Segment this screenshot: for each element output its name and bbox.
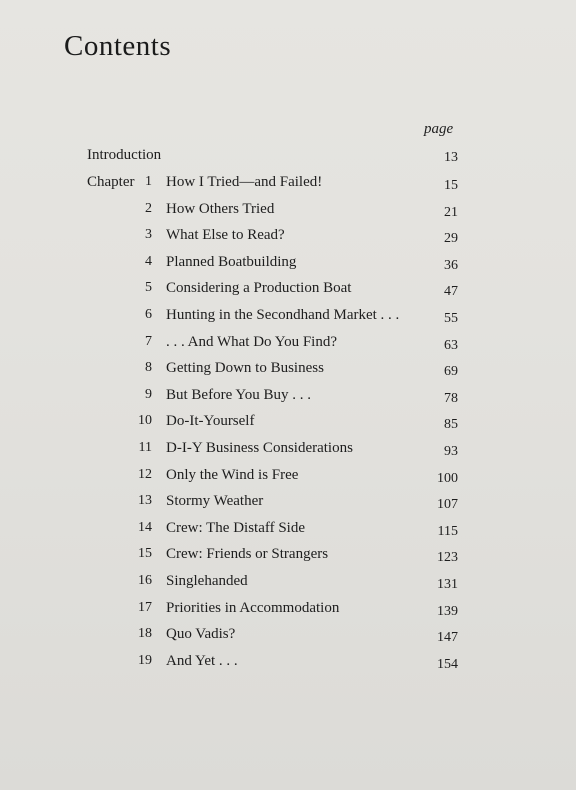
chapter-page: 107 xyxy=(437,497,458,512)
toc-row xyxy=(0,546,576,568)
chapter-page: 123 xyxy=(437,550,458,565)
chapter-title: What Else to Read? xyxy=(166,227,285,243)
toc-row xyxy=(0,520,576,542)
chapter-title: Crew: The Distaff Side xyxy=(166,520,306,536)
toc-row xyxy=(0,573,576,595)
toc-row xyxy=(0,174,576,196)
chapter-title: Do-It-Yourself xyxy=(166,413,255,429)
toc-row xyxy=(0,227,576,249)
introduction-title: Introduction xyxy=(87,147,162,163)
chapter-number: 1 xyxy=(145,174,152,189)
chapter-label: Chapter xyxy=(87,174,135,190)
toc-row xyxy=(0,307,576,329)
chapter-title: Quo Vadis? xyxy=(166,626,236,642)
chapter-number: 8 xyxy=(145,360,152,375)
chapter-page: 15 xyxy=(444,178,458,193)
toc-row xyxy=(0,280,576,302)
toc-row xyxy=(0,440,576,462)
chapter-page: 36 xyxy=(444,258,458,273)
toc-row xyxy=(0,626,576,648)
chapter-title: Priorities in Accommodation xyxy=(166,600,340,616)
chapter-number: 3 xyxy=(145,227,152,242)
chapter-page: 29 xyxy=(444,231,458,246)
toc-row xyxy=(0,493,576,515)
chapter-number: 9 xyxy=(145,387,152,402)
chapter-number: 14 xyxy=(138,520,152,535)
toc-row xyxy=(0,387,576,409)
chapter-number: 4 xyxy=(145,254,152,269)
chapter-title: Getting Down to Business xyxy=(166,360,324,376)
chapter-page: 47 xyxy=(444,284,458,299)
chapter-number: 5 xyxy=(145,280,152,295)
toc-row xyxy=(0,254,576,276)
chapter-number: 10 xyxy=(138,413,152,428)
toc-row xyxy=(0,413,576,435)
chapter-number: 12 xyxy=(138,467,152,482)
chapter-page: 154 xyxy=(437,657,458,672)
chapter-page: 85 xyxy=(444,417,458,432)
chapter-page: 93 xyxy=(444,444,458,459)
chapter-title: Hunting in the Secondhand Market . . . xyxy=(166,307,400,323)
chapter-title: Stormy Weather xyxy=(166,493,264,509)
chapter-title: Considering a Production Boat xyxy=(166,280,352,296)
chapter-number: 13 xyxy=(138,493,152,508)
chapter-number: 6 xyxy=(145,307,152,322)
chapter-title: How Others Tried xyxy=(166,201,275,217)
chapter-number: 15 xyxy=(138,546,152,561)
chapter-page: 147 xyxy=(437,630,458,645)
chapter-number: 17 xyxy=(138,600,152,615)
chapter-title: Only the Wind is Free xyxy=(166,467,299,483)
chapter-page: 131 xyxy=(437,577,458,592)
chapter-page: 139 xyxy=(437,604,458,619)
chapter-page: 78 xyxy=(444,391,458,406)
chapter-number: 2 xyxy=(145,201,152,216)
chapter-page: 63 xyxy=(444,338,458,353)
toc-row xyxy=(0,201,576,223)
toc-row xyxy=(0,653,576,675)
toc-row xyxy=(0,600,576,622)
chapter-title: And Yet . . . xyxy=(166,653,238,669)
toc-row xyxy=(0,334,576,356)
chapter-title: Planned Boatbuilding xyxy=(166,254,297,270)
chapter-number: 7 xyxy=(145,334,152,349)
chapter-title: Singlehanded xyxy=(166,573,248,589)
chapter-title: . . . And What Do You Find? xyxy=(166,334,337,350)
chapter-page: 69 xyxy=(444,364,458,379)
chapter-title: But Before You Buy . . . xyxy=(166,387,312,403)
chapter-page: 100 xyxy=(437,471,458,486)
page-title: Contents xyxy=(64,30,172,62)
chapter-number: 16 xyxy=(138,573,152,588)
chapter-page: 115 xyxy=(437,524,458,539)
chapter-number: 18 xyxy=(138,626,152,641)
chapter-title: Crew: Friends or Strangers xyxy=(166,546,329,562)
chapter-number: 19 xyxy=(138,653,152,668)
introduction-page: 13 xyxy=(444,150,458,165)
chapter-page: 21 xyxy=(444,205,458,220)
chapter-page: 55 xyxy=(444,311,458,326)
toc-row xyxy=(0,360,576,382)
chapter-title: How I Tried—and Failed! xyxy=(166,174,323,190)
chapter-title: D-I-Y Business Considerations xyxy=(166,440,353,456)
chapter-number: 11 xyxy=(138,440,152,455)
page-column-label: page xyxy=(424,121,454,137)
toc-row xyxy=(0,467,576,489)
